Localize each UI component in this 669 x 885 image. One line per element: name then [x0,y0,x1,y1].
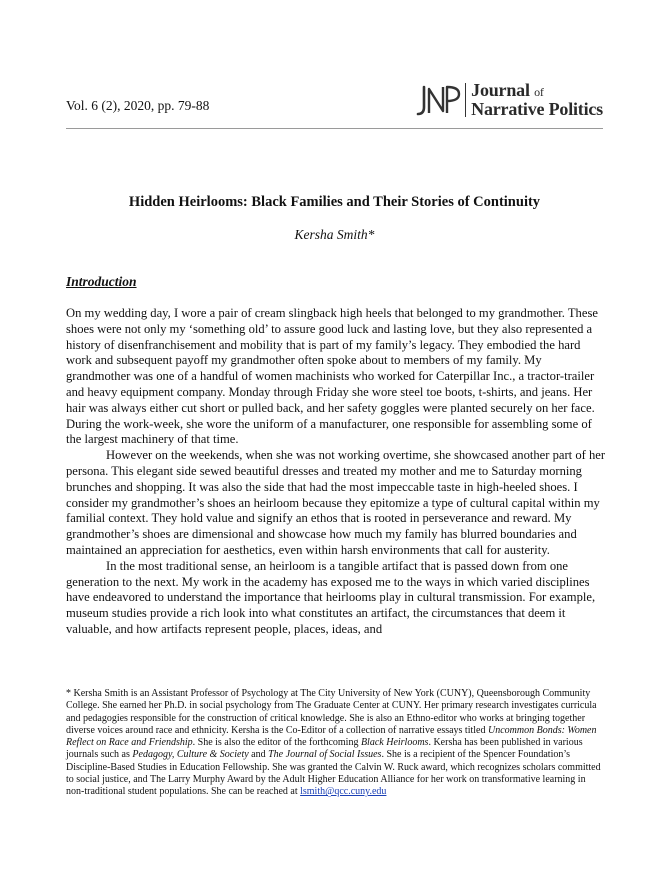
journal-name-line1: Journal [471,80,530,100]
article-author: Kersha Smith* [294,227,375,242]
section-heading: Introduction [66,274,137,289]
journal-name-of: of [534,85,544,99]
footnote-text-2: . She is also the editor of the forthcoming [192,737,361,749]
body-text [66,306,606,638]
article-title: Hidden Heirlooms: Black Families and Their Stories of Continuity [128,194,541,210]
journal-logo [415,80,603,120]
footnote-journal-2: The Journal of Social Issues [268,749,382,761]
page-header [66,80,603,129]
footnote-book-2: Black Heirlooms [360,737,429,749]
footnote-text-3: . Kersha has been published in various journals such as [66,737,583,761]
footnote-journal-1: Pedagogy, Culture & Society [132,749,249,761]
paragraph-1: On my wedding day, I wore a pair of cream slingback high heels that belonged to my grandmother. These shoes were not only my ‘something old’ to assure good luck and lasting love, but they also represented a history of disenfranchisement and mobility that is part of my family’s legacy. They embodied the hard work and subsequent payoff my grandmother often spoke about to members of my family. My grandmother was one of a handful of women machinists who worked for Caterpillar Inc., a tractor-trailer and heavy equipment company. Monday through Friday she wore steel toe boots, t-shirts, and jeans. Her hair was always either cut short or pulled back, and her safety goggles were planted securely on her face. During the work-week, she wore the uniform of a manufacturer, one responsible for assembling some of the largest machinery of that time. [66,306,598,447]
journal-name [471,82,603,118]
author-footnote [66,688,603,799]
footnote-text-4: and [248,749,269,761]
logo-divider [465,83,466,117]
paragraph-3: In the most traditional sense, an heirloom is a tangible artifact that is passed down from one generation to the next. My work in the academy has exposed me to the ways in which varied disciplines have endeavored to understand the importance that heirlooms play in cultural transmission. For example, museum studies provide a rich look into what constitutes an artifact, the circumstances that deem it valuable, and how artifacts represent people, places, ideas, and [66,558,596,636]
footnote-book-1: Uncommon Bonds: Women Reflect on Race and Friendship [66,724,597,749]
author-email-link[interactable]: lsmith@qcc.cuny.edu [300,786,387,798]
jnp-logo-mark-icon [415,83,461,117]
footnote-text-1: * Kersha Smith is an Assistant Professor of Psychology at The City University of New York (CUNY), Queensborough Community College. She earned her Ph.D. in social psychology from The Graduate Center at CUNY. Her primary research investigates curricula and pedagogies responsible for the construction of critical knowledge. She is also an Ethno-editor who works at bringing together diverse voices around race and ethnicity. Kersha is the Co-Editor of a collection of narrative essays titled [66,688,597,736]
footnote-text-5: . She is a recipient of the Spencer Foundation’s Discipline-Based Studies in Education Fellowship. She was granted the Calvin W. Ruck award, which recognizes scholars committed to social justice, and The Larry Murphy Award by the Adult Higher Education Alliance for her work on transformative learning in non-traditional student populations. She can be reached at [66,749,601,798]
paragraph-2: However on the weekends, when she was not working overtime, she showcased another part of her persona. This elegant side sewed beautiful dresses and treated my mother and me to Saturday morning brunches and shopping. It was also the side that had the most impeccable taste in high-heeled shoes. I consider my grandmother’s shoes an heirloom because they epitomize a type of cultural capital within my familial context. They hold value and signify an ethos that is rooted in perseverance and reward. My grandmother’s shoes are dimensional and showcase how much my family has blurred boundaries and maintained an appreciation for aesthetics, even within harsh environments that call for austerity. [66,448,606,557]
journal-name-line2: Narrative Politics [471,99,603,119]
volume-info: Vol. 6 (2), 2020, pp. 79-88 [66,98,210,113]
